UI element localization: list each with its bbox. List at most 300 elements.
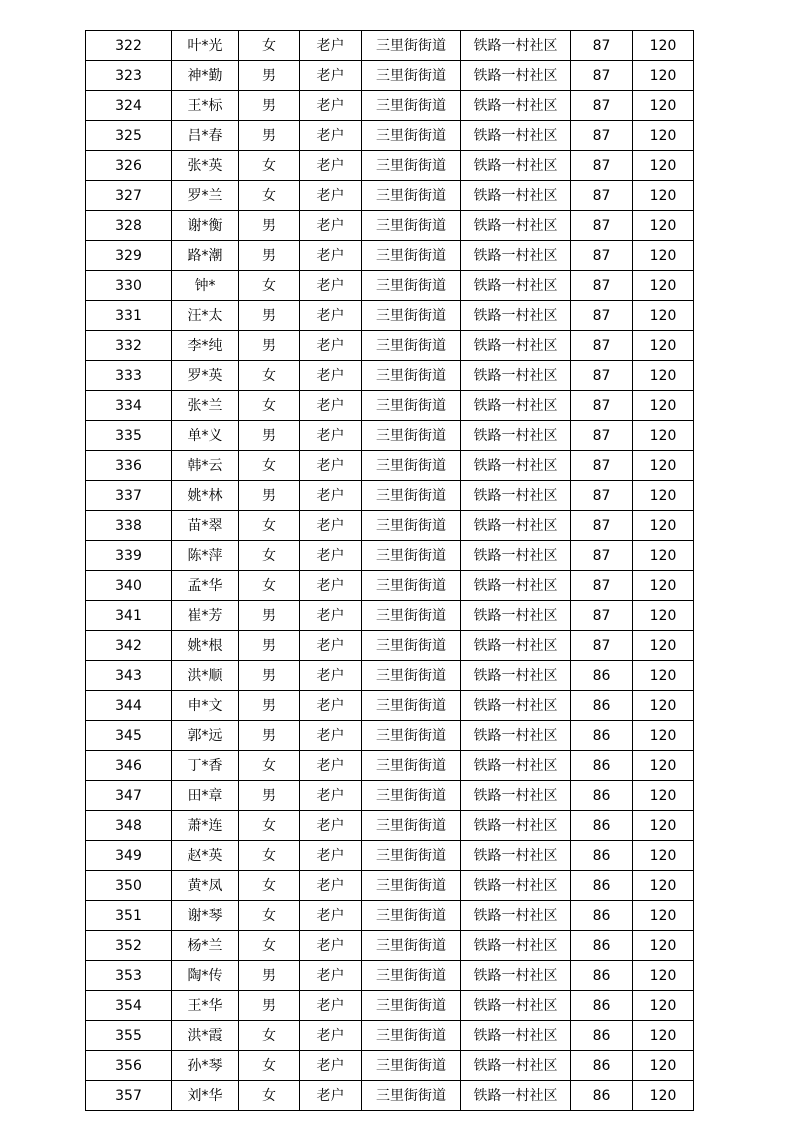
- cell-household-type: 老户: [300, 151, 362, 181]
- cell-amount: 120: [633, 631, 694, 661]
- cell-community: 铁路一村社区: [461, 181, 571, 211]
- cell-index: 344: [86, 691, 172, 721]
- cell-name: 姚*根: [172, 631, 239, 661]
- table-row: [86, 391, 694, 421]
- table-row: [86, 61, 694, 91]
- cell-amount: 120: [633, 511, 694, 541]
- cell-amount: 120: [633, 781, 694, 811]
- table-row: [86, 451, 694, 481]
- cell-community: 铁路一村社区: [461, 331, 571, 361]
- cell-index: 325: [86, 121, 172, 151]
- cell-subdistrict: 三里街街道: [362, 1051, 461, 1081]
- cell-community: 铁路一村社区: [461, 421, 571, 451]
- cell-amount: 120: [633, 961, 694, 991]
- cell-household-type: 老户: [300, 511, 362, 541]
- cell-household-type: 老户: [300, 691, 362, 721]
- cell-gender: 女: [239, 1021, 300, 1051]
- table-row: [86, 121, 694, 151]
- table-row: [86, 661, 694, 691]
- table-row: [86, 181, 694, 211]
- cell-score: 87: [571, 271, 633, 301]
- table-row: [86, 421, 694, 451]
- cell-household-type: 老户: [300, 661, 362, 691]
- cell-community: 铁路一村社区: [461, 1081, 571, 1111]
- cell-community: 铁路一村社区: [461, 871, 571, 901]
- cell-subdistrict: 三里街街道: [362, 451, 461, 481]
- cell-household-type: 老户: [300, 331, 362, 361]
- cell-name: 田*章: [172, 781, 239, 811]
- cell-amount: 120: [633, 691, 694, 721]
- cell-amount: 120: [633, 871, 694, 901]
- cell-community: 铁路一村社区: [461, 151, 571, 181]
- cell-gender: 男: [239, 241, 300, 271]
- cell-gender: 女: [239, 841, 300, 871]
- cell-amount: 120: [633, 571, 694, 601]
- table-row: [86, 1081, 694, 1111]
- cell-subdistrict: 三里街街道: [362, 271, 461, 301]
- cell-gender: 男: [239, 481, 300, 511]
- cell-subdistrict: 三里街街道: [362, 781, 461, 811]
- cell-amount: 120: [633, 301, 694, 331]
- cell-name: 钟*: [172, 271, 239, 301]
- table-row: [86, 31, 694, 61]
- cell-score: 86: [571, 961, 633, 991]
- cell-amount: 120: [633, 91, 694, 121]
- cell-index: 354: [86, 991, 172, 1021]
- cell-community: 铁路一村社区: [461, 91, 571, 121]
- cell-score: 86: [571, 721, 633, 751]
- cell-amount: 120: [633, 241, 694, 271]
- cell-gender: 男: [239, 691, 300, 721]
- cell-amount: 120: [633, 841, 694, 871]
- cell-index: 326: [86, 151, 172, 181]
- cell-score: 87: [571, 91, 633, 121]
- cell-score: 87: [571, 451, 633, 481]
- table-row: [86, 841, 694, 871]
- cell-score: 87: [571, 631, 633, 661]
- cell-gender: 女: [239, 1081, 300, 1111]
- cell-community: 铁路一村社区: [461, 391, 571, 421]
- cell-name: 姚*林: [172, 481, 239, 511]
- cell-household-type: 老户: [300, 481, 362, 511]
- cell-index: 353: [86, 961, 172, 991]
- cell-score: 86: [571, 691, 633, 721]
- cell-index: 338: [86, 511, 172, 541]
- cell-index: 327: [86, 181, 172, 211]
- cell-name: 罗*英: [172, 361, 239, 391]
- cell-score: 87: [571, 391, 633, 421]
- cell-name: 洪*霞: [172, 1021, 239, 1051]
- table-row: [86, 1051, 694, 1081]
- cell-score: 87: [571, 361, 633, 391]
- cell-score: 86: [571, 661, 633, 691]
- cell-name: 孟*华: [172, 571, 239, 601]
- cell-community: 铁路一村社区: [461, 721, 571, 751]
- cell-community: 铁路一村社区: [461, 511, 571, 541]
- table-row: [86, 601, 694, 631]
- cell-community: 铁路一村社区: [461, 1021, 571, 1051]
- cell-household-type: 老户: [300, 601, 362, 631]
- cell-score: 86: [571, 991, 633, 1021]
- table-row: [86, 211, 694, 241]
- cell-household-type: 老户: [300, 121, 362, 151]
- cell-household-type: 老户: [300, 961, 362, 991]
- cell-index: 348: [86, 811, 172, 841]
- cell-index: 347: [86, 781, 172, 811]
- cell-index: 329: [86, 241, 172, 271]
- cell-index: 323: [86, 61, 172, 91]
- cell-name: 陶*传: [172, 961, 239, 991]
- cell-name: 刘*华: [172, 1081, 239, 1111]
- cell-community: 铁路一村社区: [461, 991, 571, 1021]
- cell-community: 铁路一村社区: [461, 661, 571, 691]
- cell-subdistrict: 三里街街道: [362, 151, 461, 181]
- cell-score: 87: [571, 301, 633, 331]
- cell-score: 86: [571, 751, 633, 781]
- table-row: [86, 241, 694, 271]
- cell-subdistrict: 三里街街道: [362, 211, 461, 241]
- cell-gender: 女: [239, 391, 300, 421]
- cell-name: 李*纯: [172, 331, 239, 361]
- cell-subdistrict: 三里街街道: [362, 181, 461, 211]
- cell-amount: 120: [633, 811, 694, 841]
- cell-index: 350: [86, 871, 172, 901]
- cell-index: 335: [86, 421, 172, 451]
- cell-name: 陈*萍: [172, 541, 239, 571]
- cell-name: 吕*春: [172, 121, 239, 151]
- cell-index: 324: [86, 91, 172, 121]
- cell-subdistrict: 三里街街道: [362, 661, 461, 691]
- cell-household-type: 老户: [300, 241, 362, 271]
- table-row: [86, 631, 694, 661]
- cell-index: 342: [86, 631, 172, 661]
- cell-name: 苗*翠: [172, 511, 239, 541]
- cell-subdistrict: 三里街街道: [362, 841, 461, 871]
- cell-subdistrict: 三里街街道: [362, 811, 461, 841]
- cell-score: 87: [571, 421, 633, 451]
- roster-table: [85, 30, 694, 1111]
- cell-name: 谢*琴: [172, 901, 239, 931]
- cell-household-type: 老户: [300, 1051, 362, 1081]
- cell-amount: 120: [633, 421, 694, 451]
- cell-household-type: 老户: [300, 901, 362, 931]
- cell-amount: 120: [633, 901, 694, 931]
- cell-gender: 女: [239, 811, 300, 841]
- cell-subdistrict: 三里街街道: [362, 721, 461, 751]
- cell-amount: 120: [633, 361, 694, 391]
- cell-index: 346: [86, 751, 172, 781]
- cell-amount: 120: [633, 61, 694, 91]
- cell-amount: 120: [633, 31, 694, 61]
- cell-gender: 女: [239, 181, 300, 211]
- cell-name: 神*勤: [172, 61, 239, 91]
- cell-index: 328: [86, 211, 172, 241]
- cell-amount: 120: [633, 1081, 694, 1111]
- cell-gender: 男: [239, 631, 300, 661]
- cell-name: 路*潮: [172, 241, 239, 271]
- cell-household-type: 老户: [300, 751, 362, 781]
- table-row: [86, 961, 694, 991]
- cell-subdistrict: 三里街街道: [362, 301, 461, 331]
- cell-gender: 男: [239, 121, 300, 151]
- cell-subdistrict: 三里街街道: [362, 631, 461, 661]
- cell-score: 87: [571, 331, 633, 361]
- table-row: [86, 751, 694, 781]
- cell-gender: 男: [239, 211, 300, 241]
- cell-name: 叶*光: [172, 31, 239, 61]
- cell-index: 331: [86, 301, 172, 331]
- cell-index: 355: [86, 1021, 172, 1051]
- cell-gender: 女: [239, 1051, 300, 1081]
- cell-index: 336: [86, 451, 172, 481]
- cell-household-type: 老户: [300, 871, 362, 901]
- table-row: [86, 871, 694, 901]
- cell-community: 铁路一村社区: [461, 751, 571, 781]
- cell-score: 87: [571, 61, 633, 91]
- cell-name: 黄*凤: [172, 871, 239, 901]
- cell-community: 铁路一村社区: [461, 961, 571, 991]
- cell-name: 张*英: [172, 151, 239, 181]
- table-row: [86, 811, 694, 841]
- cell-subdistrict: 三里街街道: [362, 751, 461, 781]
- cell-name: 丁*香: [172, 751, 239, 781]
- cell-name: 谢*衡: [172, 211, 239, 241]
- cell-score: 86: [571, 901, 633, 931]
- cell-household-type: 老户: [300, 541, 362, 571]
- table-row: [86, 901, 694, 931]
- cell-household-type: 老户: [300, 721, 362, 751]
- cell-subdistrict: 三里街街道: [362, 91, 461, 121]
- cell-gender: 男: [239, 601, 300, 631]
- table-row: [86, 541, 694, 571]
- cell-community: 铁路一村社区: [461, 61, 571, 91]
- cell-amount: 120: [633, 271, 694, 301]
- cell-index: 340: [86, 571, 172, 601]
- cell-household-type: 老户: [300, 571, 362, 601]
- cell-gender: 男: [239, 331, 300, 361]
- cell-score: 86: [571, 811, 633, 841]
- cell-gender: 男: [239, 781, 300, 811]
- cell-gender: 男: [239, 661, 300, 691]
- table-row: [86, 991, 694, 1021]
- cell-amount: 120: [633, 721, 694, 751]
- cell-score: 87: [571, 571, 633, 601]
- cell-score: 87: [571, 481, 633, 511]
- cell-gender: 男: [239, 961, 300, 991]
- table-row: [86, 511, 694, 541]
- roster-body: [86, 31, 694, 1111]
- cell-community: 铁路一村社区: [461, 451, 571, 481]
- cell-subdistrict: 三里街街道: [362, 931, 461, 961]
- cell-score: 87: [571, 31, 633, 61]
- cell-amount: 120: [633, 331, 694, 361]
- cell-subdistrict: 三里街街道: [362, 571, 461, 601]
- cell-amount: 120: [633, 151, 694, 181]
- cell-household-type: 老户: [300, 91, 362, 121]
- cell-name: 汪*太: [172, 301, 239, 331]
- table-row: [86, 151, 694, 181]
- cell-subdistrict: 三里街街道: [362, 1081, 461, 1111]
- cell-household-type: 老户: [300, 1021, 362, 1051]
- cell-household-type: 老户: [300, 181, 362, 211]
- cell-index: 357: [86, 1081, 172, 1111]
- cell-index: 334: [86, 391, 172, 421]
- cell-name: 郭*远: [172, 721, 239, 751]
- cell-score: 87: [571, 541, 633, 571]
- cell-community: 铁路一村社区: [461, 931, 571, 961]
- cell-amount: 120: [633, 661, 694, 691]
- cell-subdistrict: 三里街街道: [362, 961, 461, 991]
- cell-household-type: 老户: [300, 451, 362, 481]
- cell-gender: 女: [239, 751, 300, 781]
- cell-subdistrict: 三里街街道: [362, 241, 461, 271]
- cell-index: 343: [86, 661, 172, 691]
- cell-community: 铁路一村社区: [461, 241, 571, 271]
- cell-community: 铁路一村社区: [461, 271, 571, 301]
- cell-score: 87: [571, 151, 633, 181]
- cell-subdistrict: 三里街街道: [362, 31, 461, 61]
- cell-index: 345: [86, 721, 172, 751]
- cell-household-type: 老户: [300, 421, 362, 451]
- cell-household-type: 老户: [300, 391, 362, 421]
- cell-amount: 120: [633, 991, 694, 1021]
- table-row: [86, 331, 694, 361]
- cell-name: 韩*云: [172, 451, 239, 481]
- cell-household-type: 老户: [300, 211, 362, 241]
- cell-subdistrict: 三里街街道: [362, 61, 461, 91]
- cell-index: 341: [86, 601, 172, 631]
- cell-amount: 120: [633, 1021, 694, 1051]
- cell-community: 铁路一村社区: [461, 1051, 571, 1081]
- cell-subdistrict: 三里街街道: [362, 601, 461, 631]
- cell-gender: 男: [239, 991, 300, 1021]
- cell-subdistrict: 三里街街道: [362, 1021, 461, 1051]
- table-row: [86, 91, 694, 121]
- cell-gender: 女: [239, 901, 300, 931]
- cell-name: 洪*顺: [172, 661, 239, 691]
- cell-gender: 女: [239, 31, 300, 61]
- cell-gender: 男: [239, 91, 300, 121]
- cell-community: 铁路一村社区: [461, 601, 571, 631]
- cell-score: 86: [571, 931, 633, 961]
- cell-score: 86: [571, 841, 633, 871]
- cell-name: 罗*兰: [172, 181, 239, 211]
- cell-index: 352: [86, 931, 172, 961]
- cell-community: 铁路一村社区: [461, 31, 571, 61]
- cell-name: 单*义: [172, 421, 239, 451]
- cell-household-type: 老户: [300, 361, 362, 391]
- cell-gender: 女: [239, 451, 300, 481]
- cell-index: 322: [86, 31, 172, 61]
- cell-amount: 120: [633, 601, 694, 631]
- cell-gender: 女: [239, 271, 300, 301]
- cell-subdistrict: 三里街街道: [362, 901, 461, 931]
- cell-index: 349: [86, 841, 172, 871]
- cell-amount: 120: [633, 481, 694, 511]
- cell-score: 87: [571, 181, 633, 211]
- cell-household-type: 老户: [300, 781, 362, 811]
- cell-name: 杨*兰: [172, 931, 239, 961]
- cell-score: 86: [571, 871, 633, 901]
- cell-gender: 女: [239, 931, 300, 961]
- cell-name: 张*兰: [172, 391, 239, 421]
- cell-gender: 男: [239, 421, 300, 451]
- cell-name: 孙*琴: [172, 1051, 239, 1081]
- cell-gender: 男: [239, 301, 300, 331]
- cell-amount: 120: [633, 1051, 694, 1081]
- cell-score: 86: [571, 781, 633, 811]
- cell-subdistrict: 三里街街道: [362, 481, 461, 511]
- cell-subdistrict: 三里街街道: [362, 511, 461, 541]
- cell-gender: 男: [239, 721, 300, 751]
- cell-score: 87: [571, 601, 633, 631]
- cell-score: 87: [571, 121, 633, 151]
- cell-score: 86: [571, 1051, 633, 1081]
- cell-subdistrict: 三里街街道: [362, 691, 461, 721]
- cell-index: 339: [86, 541, 172, 571]
- cell-index: 356: [86, 1051, 172, 1081]
- cell-index: 332: [86, 331, 172, 361]
- cell-gender: 女: [239, 541, 300, 571]
- cell-score: 87: [571, 241, 633, 271]
- cell-household-type: 老户: [300, 1081, 362, 1111]
- cell-name: 崔*芳: [172, 601, 239, 631]
- cell-amount: 120: [633, 211, 694, 241]
- cell-subdistrict: 三里街街道: [362, 421, 461, 451]
- cell-community: 铁路一村社区: [461, 691, 571, 721]
- cell-household-type: 老户: [300, 301, 362, 331]
- table-row: [86, 781, 694, 811]
- table-row: [86, 721, 694, 751]
- cell-amount: 120: [633, 751, 694, 781]
- cell-gender: 女: [239, 151, 300, 181]
- cell-subdistrict: 三里街街道: [362, 391, 461, 421]
- cell-community: 铁路一村社区: [461, 781, 571, 811]
- cell-household-type: 老户: [300, 841, 362, 871]
- cell-gender: 女: [239, 511, 300, 541]
- cell-household-type: 老户: [300, 271, 362, 301]
- cell-score: 86: [571, 1021, 633, 1051]
- cell-name: 萧*连: [172, 811, 239, 841]
- cell-gender: 女: [239, 871, 300, 901]
- cell-index: 333: [86, 361, 172, 391]
- cell-score: 87: [571, 511, 633, 541]
- table-row: [86, 691, 694, 721]
- cell-index: 330: [86, 271, 172, 301]
- cell-community: 铁路一村社区: [461, 571, 571, 601]
- cell-index: 351: [86, 901, 172, 931]
- table-row: [86, 931, 694, 961]
- cell-gender: 女: [239, 361, 300, 391]
- cell-gender: 男: [239, 61, 300, 91]
- cell-amount: 120: [633, 451, 694, 481]
- cell-community: 铁路一村社区: [461, 901, 571, 931]
- cell-household-type: 老户: [300, 931, 362, 961]
- cell-community: 铁路一村社区: [461, 301, 571, 331]
- cell-score: 87: [571, 211, 633, 241]
- cell-subdistrict: 三里街街道: [362, 331, 461, 361]
- cell-subdistrict: 三里街街道: [362, 121, 461, 151]
- cell-household-type: 老户: [300, 31, 362, 61]
- table-row: [86, 481, 694, 511]
- table-row: [86, 301, 694, 331]
- cell-community: 铁路一村社区: [461, 631, 571, 661]
- cell-name: 王*标: [172, 91, 239, 121]
- table-row: [86, 1021, 694, 1051]
- cell-score: 86: [571, 1081, 633, 1111]
- cell-household-type: 老户: [300, 631, 362, 661]
- cell-community: 铁路一村社区: [461, 481, 571, 511]
